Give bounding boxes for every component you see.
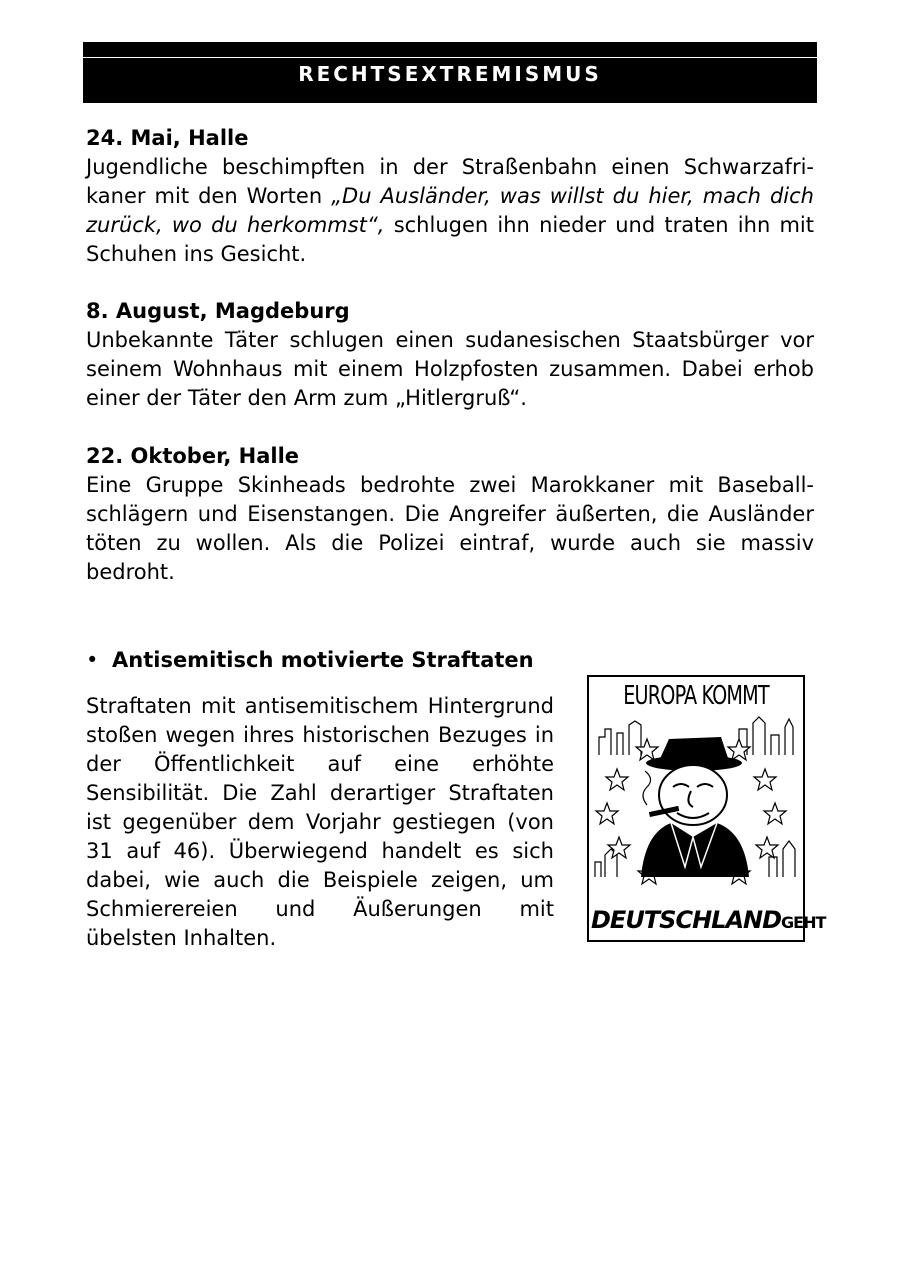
entry-heading: 8. August, Magdeburg <box>86 299 350 323</box>
entry-heading: 24. Mai, Halle <box>86 126 249 150</box>
section-title: RECHTSEXTREMISMUS <box>298 62 602 86</box>
entry-text: Jugendliche beschimpften in der Straßenbahn einen Schwarzafrikaner mit den Worten „Du Ausländer, was willst du hier, mach dich zurück, wo du herkommst“, schlugen ihn nieder und traten ihn mit Schuhen ins Gesicht. <box>86 155 814 266</box>
entry-text: Unbekannte Täter schlugen einen sudanesischen Staatsbürger vor seinem Wohnhaus mit einem Holzpfosten zusammen. Dabei erhob einer der Täter den Arm zum „Hitlergruß“. <box>86 328 814 410</box>
header-rule <box>83 57 817 58</box>
entry-heading: 22. Oktober, Halle <box>86 444 300 468</box>
section-body-text: Straftaten mit antisemitischem Hintergrund stoßen wegen ihres historischen Bezuges in der Öffentlichkeit auf eine erhöhte Sensibilität. Die Zahl derartiger Straftaten ist gegenüber dem Vorjahr gestiegen (von 31 auf 46). Überwiegend handelt es sich dabei, wie auch die Beispiele zeigen, um Schmierereien und Äußerungen mit übelsten Inhalten. <box>86 694 554 950</box>
poster-drawing <box>589 677 826 940</box>
poster-top-text: EUROPA KOMMT <box>623 681 769 711</box>
entry-quote: „Du Ausländer, was willst du hier, mach dich zurück, wo du herkommst“, <box>86 184 814 237</box>
entry-text: Eine Gruppe Skinheads bedrohte zwei Marokkaner mit Baseballschlägern und Eisenstangen. Die Angreifer äußerten, die Ausländer töten zu wollen. Als die Polizei eintraf, wurde auch sie massiv bedroht. <box>86 473 814 584</box>
section-header-bar <box>83 42 817 103</box>
bullet-icon: • <box>86 648 99 672</box>
poster-bottom-text: DEUTSCHLANDGEHT <box>591 906 826 934</box>
section-heading <box>86 646 586 675</box>
entry-halle-mai <box>86 124 814 269</box>
entry-magdeburg-august <box>86 297 814 413</box>
poster-illustration <box>587 675 826 942</box>
section-heading-text: Antisemitisch motivierte Straftaten <box>112 648 534 672</box>
entry-halle-oktober <box>86 442 814 587</box>
